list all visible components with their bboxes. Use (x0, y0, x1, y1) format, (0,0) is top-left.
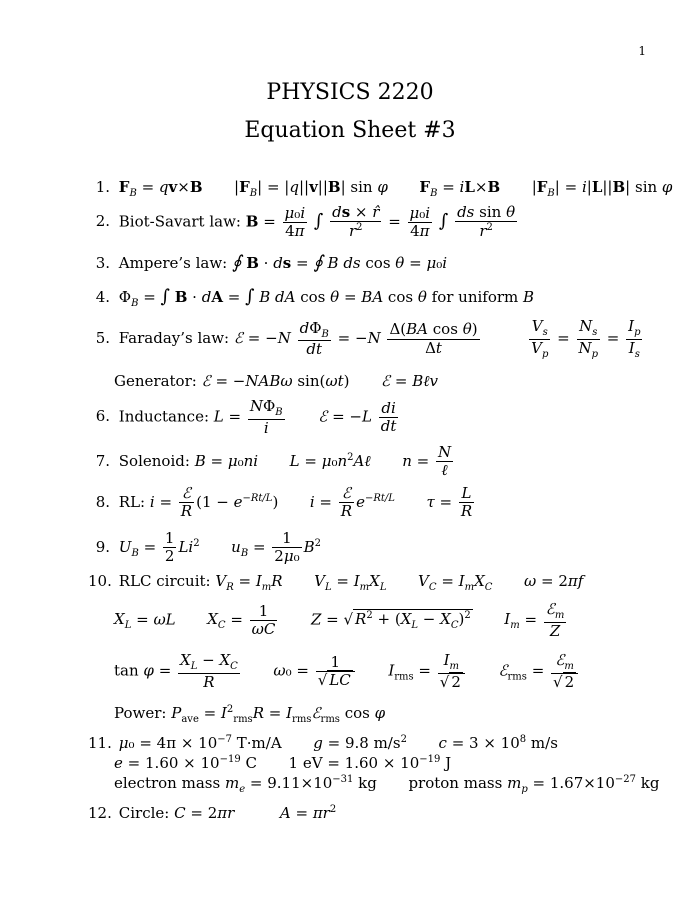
reactance-equations: $X_L = \omega L$ $X_C$ = $\frac{1}{\omega C}$ Z = √ $R^2 + (X_L - X_C)^2$ $I_m$ = $\frac{ℰ_m}{Z}$ (114, 600, 565, 640)
generator-equation: Generator: ℰ = −NABω sin(ωt) ℰ = Bℓv (114, 372, 438, 390)
equation-7: 7. Solenoid: B = μ₀ni $L = \mu_0n^2A\ell$ n = $\frac{N}{\text{ℓ}}$ (95, 443, 452, 480)
equation-10: 10. RLC circuit: $V_R = I_mR$ $V_L = I_mX_L$ $V_C = I_mX_C$ ω = 2πf (88, 572, 584, 593)
power-equation: Power: $P_{ave} = I^2_{rms}R$ = $I_{rms}ℰ_{rms}$ cos φ (114, 704, 386, 725)
phase-equations: tan φ = $\frac{X_L - X_C}{R}$ ω₀ = $\frac{1}{√ LC}$ $I_{rms}$ = $\frac{I_m}{√ 2}$ ℰ$_{rms}$ = $\frac{ℰ_m}{√ 2}$ (114, 652, 680, 691)
mass-constants: electron mass $m_e = 9.11\times 10^{-31}$ kg proton mass $m_p = 1.67\times 10^{-27}$ kg (114, 774, 660, 795)
sheet-title: Equation Sheet #3 (244, 118, 456, 143)
equation-9: 9. $U_B$ = $\frac{1}{2}$ Li$^2$ $u_B$ = $\frac{1}{\text{2μ₀}}$ $B^2$ (95, 529, 322, 566)
equation-3: 3. Ampere’s law: ∮ B · ds = ∮ B ds cos θ = μ₀i (95, 252, 448, 273)
page-number: 1 (638, 44, 646, 58)
equation-1: 1. $F_B = qv\times B$ $|F_B| = |q||v||B|$ sin φ $F_B = iL\times B$ $|F_B| = i|L||B|$ sin φ (95, 178, 673, 199)
equation-2: 2. Biot-Savart law: B = $\frac{\text{μ₀i}}{4\pi}$ ∫ $\frac{ds \times r̂}{r^2}$ = $\frac{\text{μ₀i}}{4\pi}$ ∫ $\frac{\text{ds sin θ}}{r^2}$ (95, 203, 516, 241)
equation-12: 12. Circle: C = 2πr $A = \pi r^2$ (88, 804, 337, 822)
course-title: PHYSICS 2220 (266, 80, 434, 105)
equation-4: 4. $\Phi_B$ = ∫ B · dA = ∫ B dA cos θ = BA cos θ for uniform B (95, 286, 535, 309)
equation-8: 8. RL: i = $\frac{\text{ℰ}}{R}$ $(1 - e^{-Rt/L})$ i = $\frac{\text{ℰ}}{R}$ $e^{-Rt/L}$ τ = $\frac{L}{R}$ (95, 484, 473, 521)
charge-constants: $e = 1.60 \times 10^{-19}$ C 1 eV = $1.60 \times 10^{-19}$ J (114, 754, 452, 772)
equation-5: 5. Faraday’s law: ℰ = −N $\frac{d\Phi_B}{dt}$ = −N $\frac{\text{Δ(BA cos θ)}}{\Delta t}$ $\frac{V_s}{V_p}$ = $\frac{N_s}{N_p}$ = $\frac{I_p}{I_s}$ (95, 317, 641, 360)
equation-6: 6. Inductance: L = $\frac{N\Phi_B}{i}$ ℰ = −L $\frac{di}{dt}$ (95, 397, 397, 437)
equation-11: 11. $\mu_0 = 4\pi \times 10^{-7}$ T·m/A g = 9.8 $m/s^2$ $c = 3 \times 10^8$ m/s (88, 734, 558, 752)
